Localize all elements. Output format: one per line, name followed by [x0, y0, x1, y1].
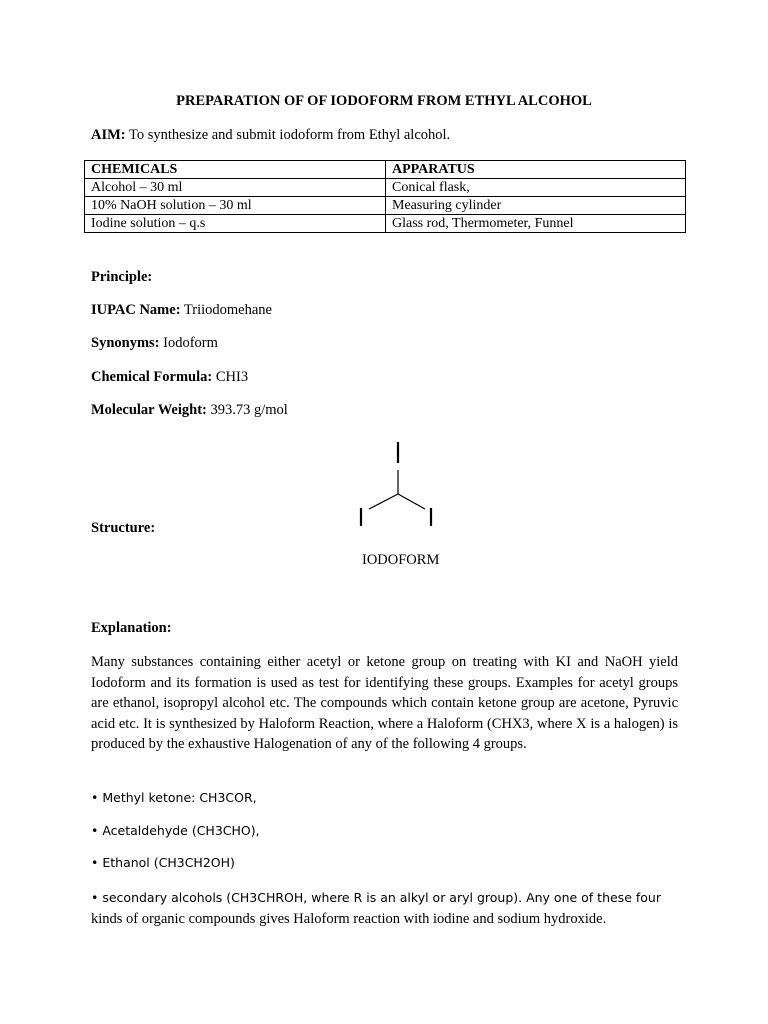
iupac-value: Triiodomehane	[180, 302, 272, 318]
iodoform-structure-diagram	[340, 438, 460, 533]
structure-label: Structure:	[91, 520, 156, 536]
table-cell: Conical flask,	[386, 179, 686, 197]
synonyms-value: Iodoform	[159, 335, 218, 351]
table-row	[85, 215, 686, 233]
table-header-chemicals: CHEMICALS	[85, 161, 386, 179]
formula-line	[91, 369, 248, 386]
iupac-label: IUPAC Name:	[91, 302, 181, 318]
structure-heading	[91, 520, 155, 537]
list-item-text: • secondary alcohols (CH3CHROH, where R is an alkyl or aryl group). Any one of these four	[91, 890, 661, 905]
table-cell: Measuring cylinder	[386, 197, 686, 215]
list-item-continuation: kinds of organic compounds gives Haloform reaction with iodine and sodium hydroxide.	[91, 910, 607, 927]
synonyms-line	[91, 335, 218, 352]
iupac-line	[91, 302, 272, 319]
aim-line	[91, 127, 450, 144]
weight-label: Molecular Weight:	[91, 402, 207, 418]
list-item	[91, 888, 681, 929]
structure-caption: IODOFORM	[362, 552, 440, 568]
explanation-label: Explanation:	[91, 620, 172, 636]
explanation-heading	[91, 620, 172, 637]
table-cell: Alcohol – 30 ml	[85, 179, 386, 197]
table-row	[85, 179, 686, 197]
formula-label: Chemical Formula:	[91, 369, 213, 385]
list-item: • Ethanol (CH3CH2OH)	[91, 855, 235, 870]
table-header-row	[85, 161, 686, 179]
principle-label: Principle:	[91, 269, 153, 285]
table-row	[85, 197, 686, 215]
table-cell: 10% NaOH solution – 30 ml	[85, 197, 386, 215]
chemicals-apparatus-table	[84, 160, 686, 233]
weight-value: 393.73 g/mol	[206, 402, 288, 418]
aim-label: AIM:	[91, 127, 126, 143]
bond-left	[369, 494, 398, 509]
table-header-apparatus: APPARATUS	[386, 161, 686, 179]
table-cell: Iodine solution – q.s	[85, 215, 386, 233]
weight-line	[91, 402, 288, 419]
list-item: • Acetaldehyde (CH3CHO),	[91, 823, 260, 838]
list-item: • Methyl ketone: CH3COR,	[91, 790, 257, 805]
synonyms-label: Synonyms:	[91, 335, 160, 351]
explanation-paragraph: Many substances containing either acetyl or ketone group on treating with KI and NaOH yield Iodoform and its formation is used as test for identifying these groups. Examples for acetyl groups are ethanol, isopropyl alcohol etc. The compounds which contain ketone group are acetone, Pyruvic acid etc. It is synthesized by Haloform Reaction, where a Haloform (CHX3, where X is a halogen) is produced by the exhaustive Halogenation of any of the following 4 groups.	[91, 654, 678, 752]
table-cell: Glass rod, Thermometer, Funnel	[386, 215, 686, 233]
bond-right	[398, 494, 425, 509]
aim-text: To synthesize and submit iodoform from Ethyl alcohol.	[125, 127, 451, 143]
principle-heading	[91, 269, 152, 286]
formula-value: CHI3	[212, 369, 249, 385]
page-title: PREPARATION OF OF IODOFORM FROM ETHYL ALCOHOL	[176, 93, 592, 109]
